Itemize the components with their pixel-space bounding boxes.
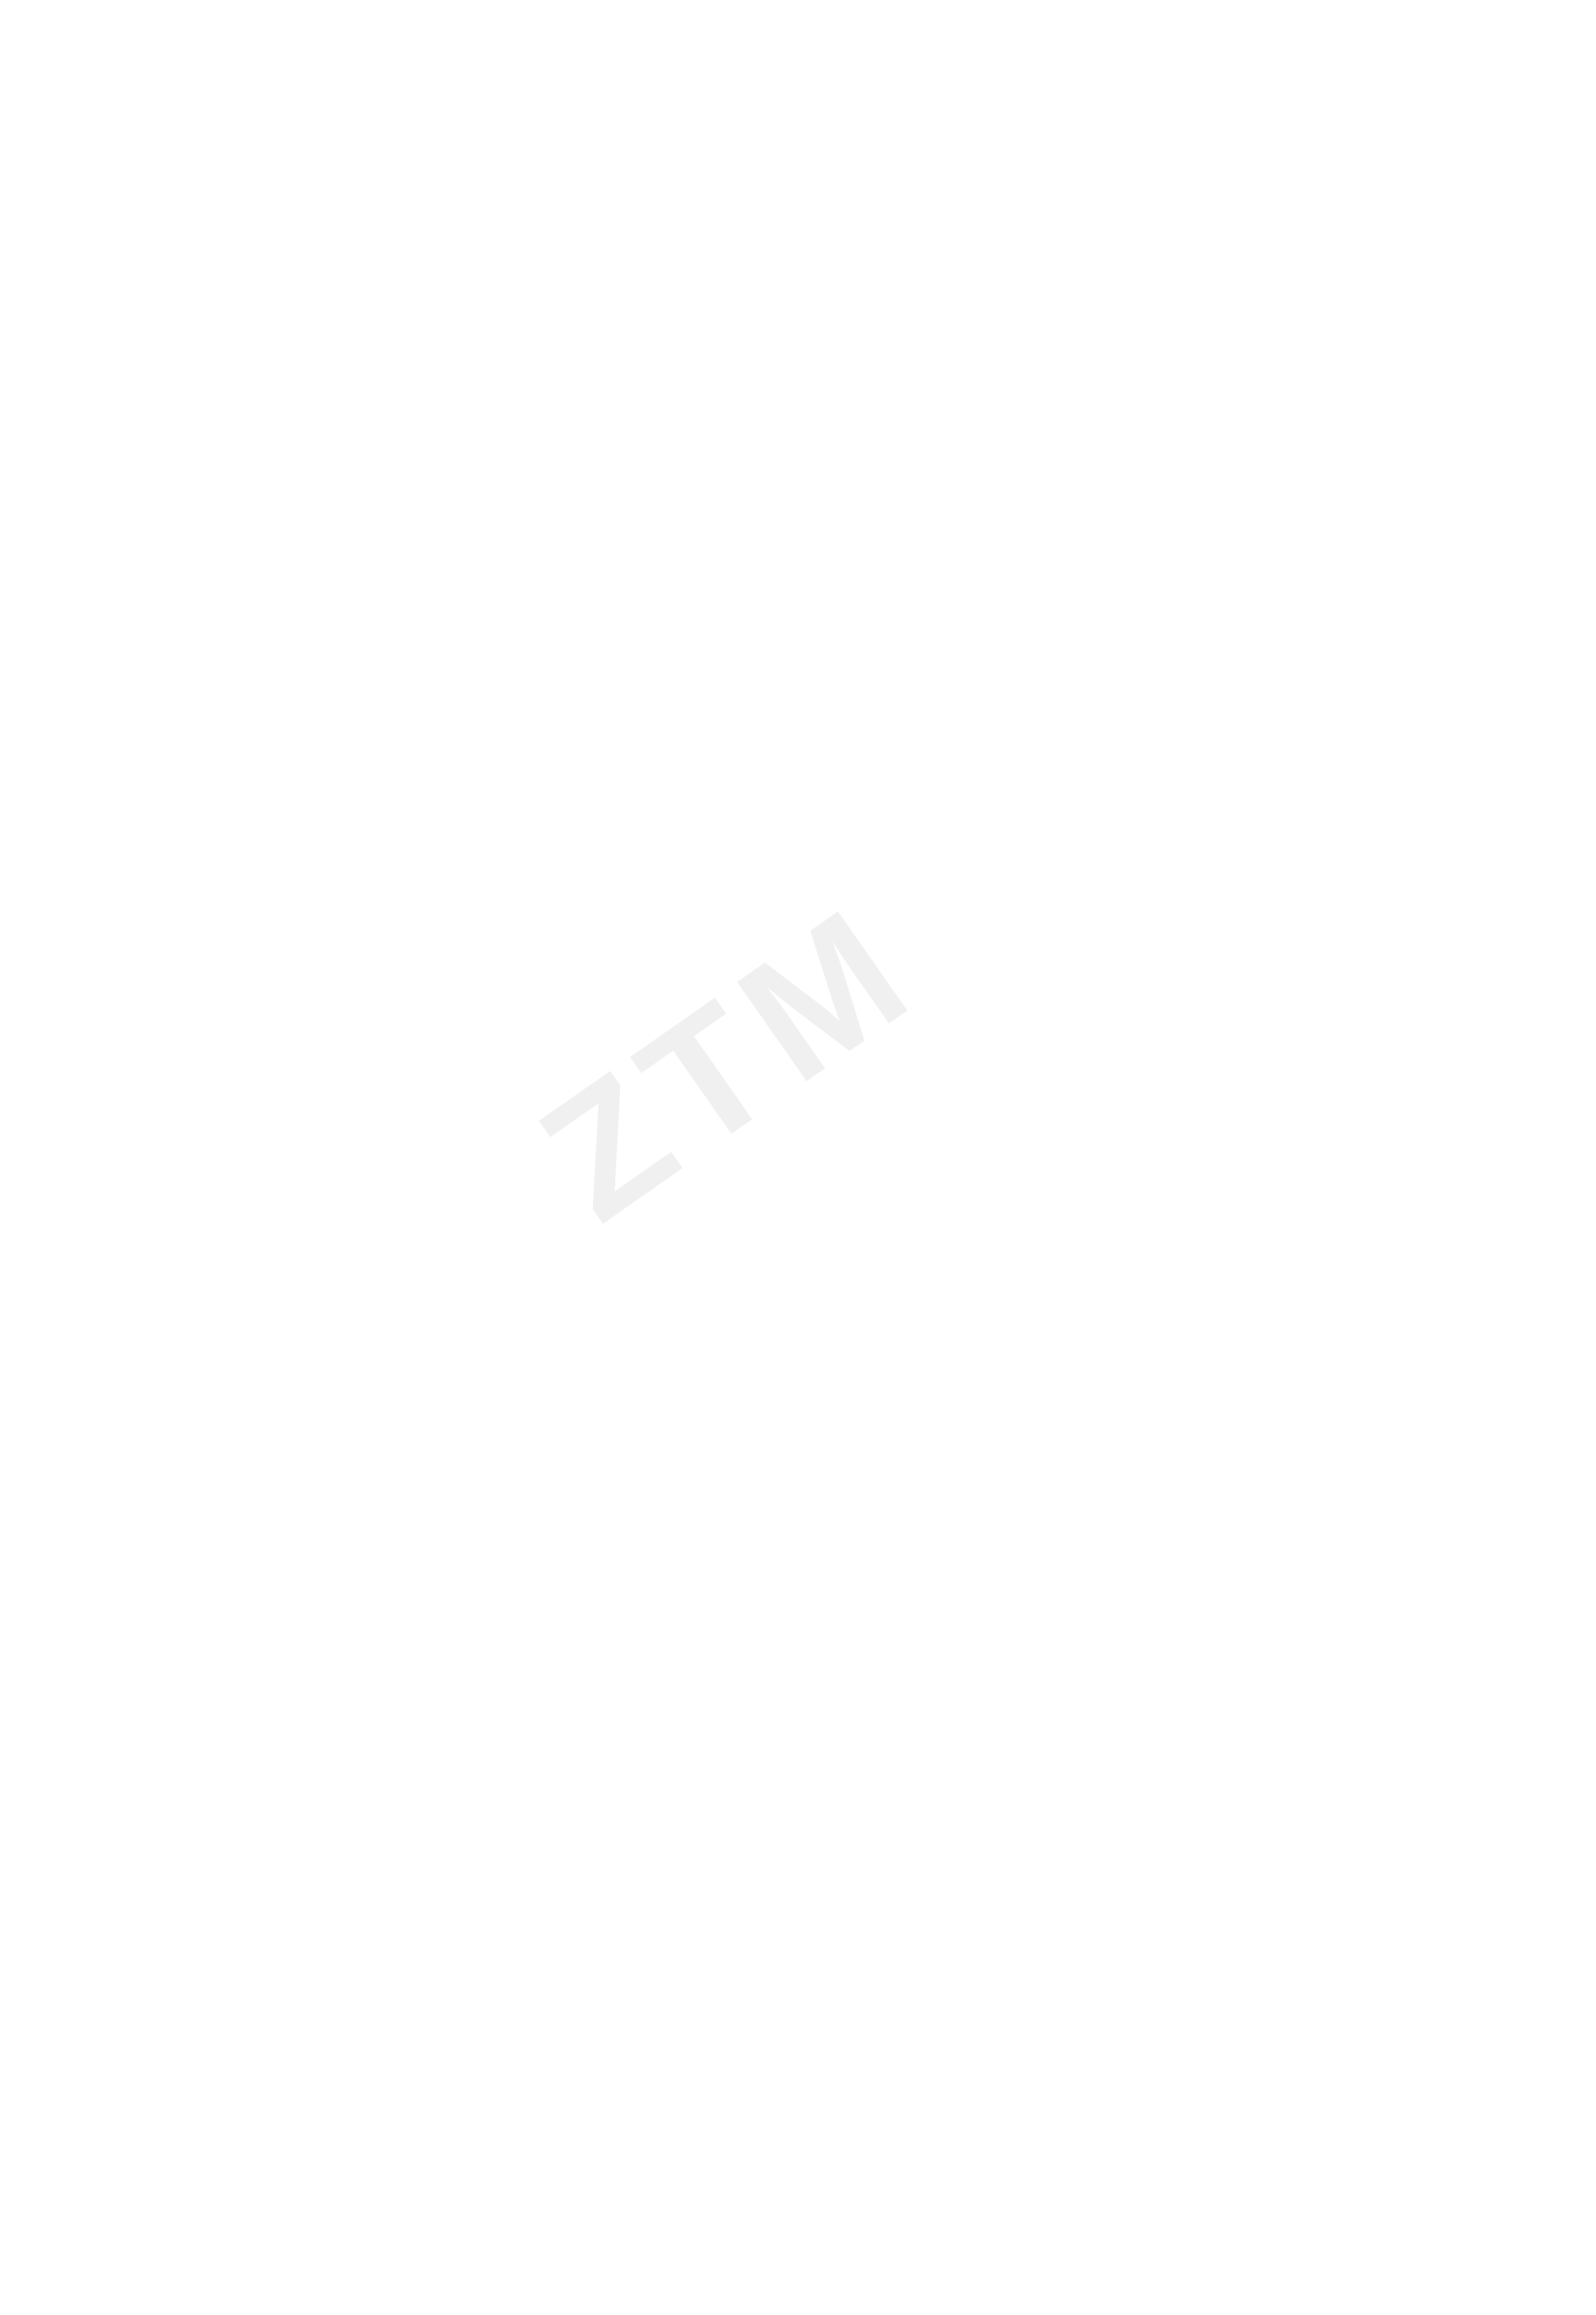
watermark: ZTM: [508, 866, 950, 1258]
